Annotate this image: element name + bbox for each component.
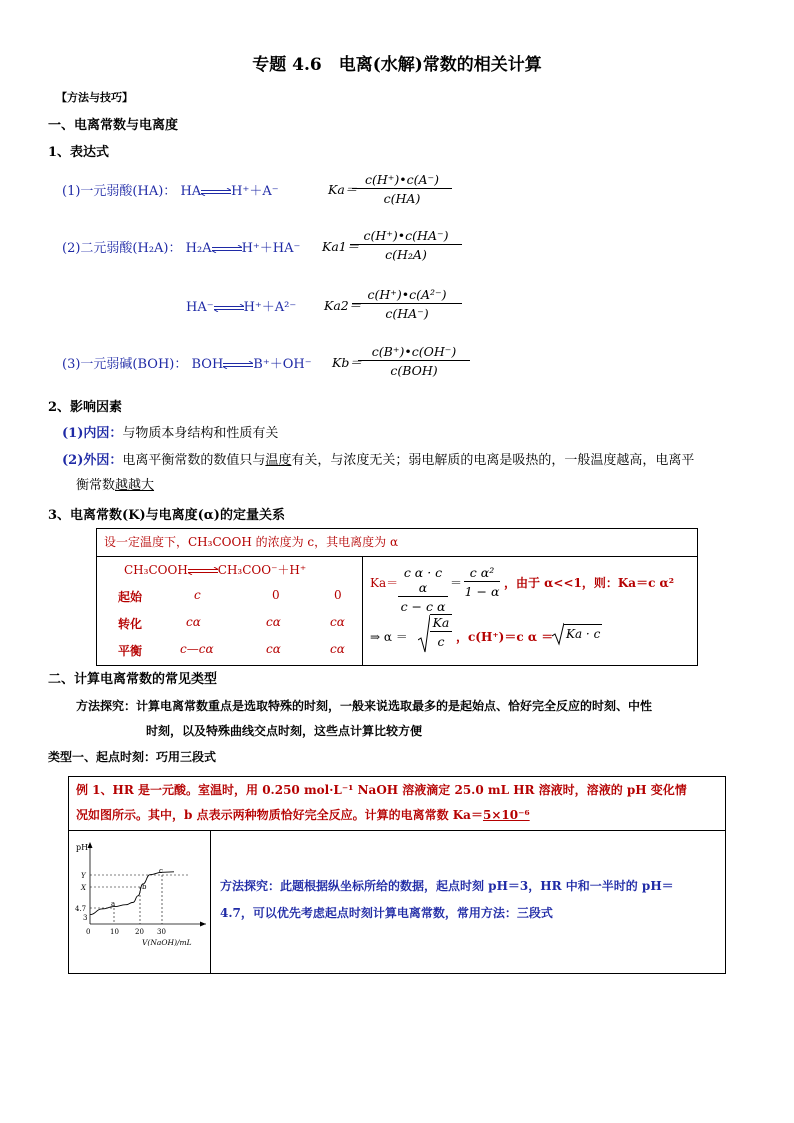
equilibrium-arrow-icon [188,567,218,575]
eq1-numerator: c(H⁺)•c(A⁻) [352,172,452,189]
eq2-numerator: c(H⁺)•c(HA⁻) [350,228,462,245]
y-tick-label: Y [81,872,86,880]
eq1-left: HA [180,184,202,199]
internal-factor [62,422,278,441]
table-divider [96,556,697,557]
eq2-fraction [350,228,462,262]
x-tick-label: 10 [110,928,119,936]
external-text2: 有关，与浓度无关；弱电解质的电离是吸热的，一般温度越高，电离平 [291,453,695,468]
table-cell: cα [330,615,345,629]
point-label: c [159,867,163,875]
reaction-left: CH₃COOH [124,563,188,577]
y-tick-label: 3 [83,914,88,922]
table-cell: cα [266,615,281,629]
table-cell: c [194,588,201,602]
kb-symbol: Kb＝ [332,355,362,370]
h-concentration: ，c(H⁺)＝c α ＝ [456,630,554,644]
eq3-row [186,296,296,315]
sub2-heading: 2、影响因素 [48,400,123,415]
external-factor-cont [76,474,154,493]
external-factor [62,449,694,468]
alpha-fraction [430,614,452,649]
sub3-heading: 3、电离常数(K)与电离度(α)的定量关系 [48,508,285,523]
eq4-fraction [358,344,470,378]
table-cell: 0 [334,588,342,602]
external-bigger: 越越大 [115,478,155,493]
section1-heading: 一、电离常数与电离度 [48,118,179,133]
eq2-left: H₂A [185,241,212,256]
row-label: 平衡 [118,644,143,658]
table-header: 设一定温度下，CH₃COOH 的浓度为 c，其电离度为 α [104,535,399,549]
table-cell: c—cα [180,642,214,656]
reaction-right: CH₃COO⁻＋H⁺ [217,563,307,577]
external-text3: 衡常数 [76,478,116,493]
table-reaction [124,561,306,578]
eq4-label: (3)一元弱碱(BOH)： [62,357,188,372]
example-explain1: 方法探究：此题根据纵坐标所给的数据，起点时刻 pH＝3，HR 中和一半时的 pH＝ [220,879,674,893]
eq2-right: H⁺＋HA⁻ [241,241,301,256]
page-title: 专题 4.6 电离(水解)常数的相关计算 [252,55,542,75]
eq4-numerator: c(B⁺)•c(OH⁻) [358,344,470,361]
ka1-symbol: Ka1＝ [322,239,360,254]
eq3-fraction [352,287,462,321]
eq2-denominator: c(H₂A) [385,247,427,262]
x-tick-label: 30 [157,928,166,936]
external-text1: 电离平衡常数的数值只与 [122,453,266,468]
ka-lhs: Ka＝ [370,576,399,590]
sqrt-icon [552,622,564,646]
example-divider [210,830,211,973]
internal-label: (1)内因： [62,426,123,441]
table-divider [362,556,363,665]
alpha-lhs: ⇒ α ＝ [370,630,408,644]
method-text2: 时刻，以及特殊曲线交点时刻，这些点计算比较方便 [146,724,423,738]
method-tag: 【方法与技巧】 [56,91,133,104]
ka-approx-condition: ，由于 α<<1，则：Ka＝c α² [504,576,675,590]
eq3-left: HA⁻ [186,300,214,315]
eq2-row [62,237,300,256]
eq3-right: H⁺＋A²⁻ [243,300,297,315]
example-text1: 例 1、HR 是一元酸。室温时，用 0.250 mol·L⁻¹ NaOH 溶液滴定 25.0 mL HR 溶液时，溶液的 pH 变化情 [76,783,687,797]
alpha-denominator: c [437,634,445,649]
row-label: 转化 [118,617,143,631]
external-label: (2)外因： [62,453,123,468]
table-cell: cα [266,642,281,656]
equilibrium-arrow-icon [212,245,242,253]
point-label: b [142,883,147,891]
example-divider [68,830,725,831]
point-label: a [111,900,116,908]
ka-fraction-1 [398,565,448,614]
eq1-denominator: c(HA) [383,191,421,206]
eq2-label: (2)二元弱酸(H₂A)： [62,241,182,256]
ka-f2-numerator: c α² [464,565,500,582]
eq1-row [62,180,279,199]
eq4-right: B⁺＋OH⁻ [253,357,312,372]
ka-f2-denominator: 1 − α [464,584,500,599]
x-axis-label: V(NaOH)/mL [142,938,192,947]
example-text2 [76,806,530,823]
row-label: 起始 [118,590,143,604]
table-cell: 0 [272,588,280,602]
equilibrium-arrow-icon [223,361,253,369]
table-cell: cα [330,642,345,656]
eq1-label: (1)一元弱酸(HA)： [62,184,177,199]
eq3-denominator: c(HA⁻) [385,306,429,321]
ka-fraction-2 [464,565,500,599]
equilibrium-arrow-icon [214,304,244,312]
table-cell: cα [186,615,201,629]
y-tick-label: 4.7 [75,905,87,913]
eq4-left: BOH [191,357,224,372]
h-sqrt-content: Ka · c [564,624,602,641]
eq4-row [62,353,312,372]
eq1-fraction [352,172,452,206]
ka-f1-denominator: c − c α [400,599,446,614]
eq3-numerator: c(H⁺)•c(A²⁻) [352,287,462,304]
example-answer: 5×10⁻⁶ [482,808,530,822]
ka2-symbol: Ka2＝ [324,298,362,313]
example-explain2: 4.7，可以优先考虑起点时刻计算电离常数，常用方法：三段式 [220,906,553,920]
y-axis-label: pH [76,843,89,852]
eq4-denominator: c(BOH) [390,363,438,378]
equilibrium-arrow-icon [201,188,231,196]
external-temperature: 温度 [265,453,292,468]
ka-f1-numerator: c α · c α [398,565,448,597]
x-tick-label: 0 [86,928,91,936]
sub1-heading: 1、表达式 [48,145,110,160]
equals-sign: ＝ [450,576,463,590]
eq1-right: H⁺＋A⁻ [231,184,279,199]
method-text1: 方法探究：计算电离常数重点是选取特殊的时刻，一般来说选取最多的是起始点、恰好完全反应的时刻、中性 [76,699,653,713]
internal-text: 与物质本身结构和性质有关 [122,426,279,441]
x-tick-label: 20 [135,928,144,936]
titration-curve-chart [72,838,208,948]
example-text2a: 况如图所示。其中，b 点表示两种物质恰好完全反应。计算的电离常数 Ka＝ [76,808,483,822]
y-tick-label: X [81,884,86,892]
alpha-numerator: Ka [430,615,452,632]
ka-symbol: Ka＝ [328,182,358,197]
sqrt-icon [418,614,430,654]
section2-heading: 二、计算电离常数的常见类型 [48,672,218,687]
type1-heading: 类型一、起点时刻：巧用三段式 [48,750,217,764]
